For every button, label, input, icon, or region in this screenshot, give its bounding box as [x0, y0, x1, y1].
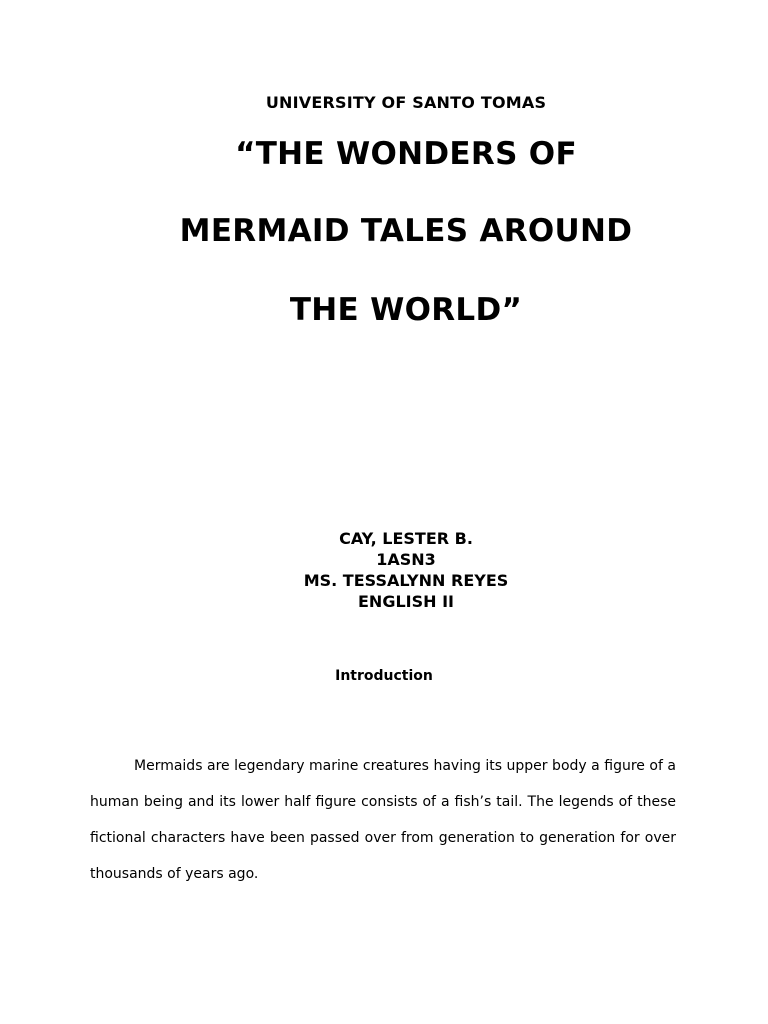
- title-line-2: MERMAID TALES AROUND: [179, 213, 633, 249]
- class-section: 1ASN3: [376, 550, 436, 569]
- author-name: CAY, LESTER B.: [339, 529, 473, 548]
- university-name: UNIVERSITY OF SANTO TOMAS: [265, 93, 547, 112]
- title-line-3: THE WORLD”: [289, 292, 523, 328]
- title-line-1: “THE WONDERS OF: [235, 136, 577, 172]
- author-info-block: [22, 528, 768, 612]
- course-name: ENGLISH II: [358, 592, 454, 611]
- instructor-name: MS. TESSALYNN REYES: [303, 571, 509, 590]
- intro-paragraph: Mermaids are legendary marine creatures having its upper body a figure of a human being and its lower half figure consists of a fish’s tail. The legends of these fictional characters have been passed over from generation to generation for over thousands of years ago.: [90, 758, 676, 882]
- section-heading: Introduction: [335, 668, 433, 684]
